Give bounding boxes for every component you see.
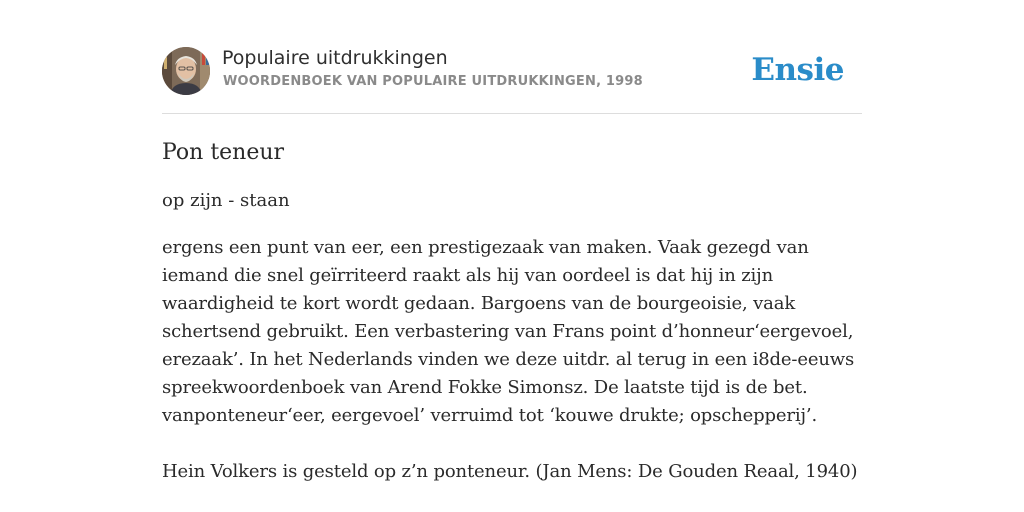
entry-definition: ergens een punt van eer, een prestigezaak van maken. Vaak gezegd van iemand die snel geïrriteerd raakt als hij van oordeel is dat hij in zijn waardigheid te kort wordt gedaan. Bargoens van de bourgeoisie, vaak schertsend gebruikt. Een verbastering van Frans point d’honneur‘eergevoel, erezaak’. In het Nederlands vinden we deze uitdr. al terug in een i8de-eeuws spreekwoordenboek van Arend Fokke Simonsz. De laatste tijd is de bet. vanponteneur‘eer, eergevoel’ verruimd tot ‘kouwe drukte; opschepperij’. xyxy=(162,237,855,426)
source-subtitle: WOORDENBOEK VAN POPULAIRE UITDRUKKINGEN, 1998 xyxy=(223,74,643,89)
entry-body xyxy=(162,234,862,486)
brand-logo[interactable]: Ensie xyxy=(751,52,844,88)
source-title[interactable]: Populaire uitdrukkingen xyxy=(222,47,448,69)
entry-title: Pon teneur xyxy=(162,140,285,165)
author-portrait-icon[interactable] xyxy=(162,47,210,95)
source-header xyxy=(162,46,862,114)
entry-subtitle: op zijn - staan xyxy=(162,190,290,211)
entry-card xyxy=(162,46,862,486)
entry-example: Hein Volkers is gesteld op z’n ponteneur. (Jan Mens: De Gouden Reaal, 1940) xyxy=(162,461,858,482)
